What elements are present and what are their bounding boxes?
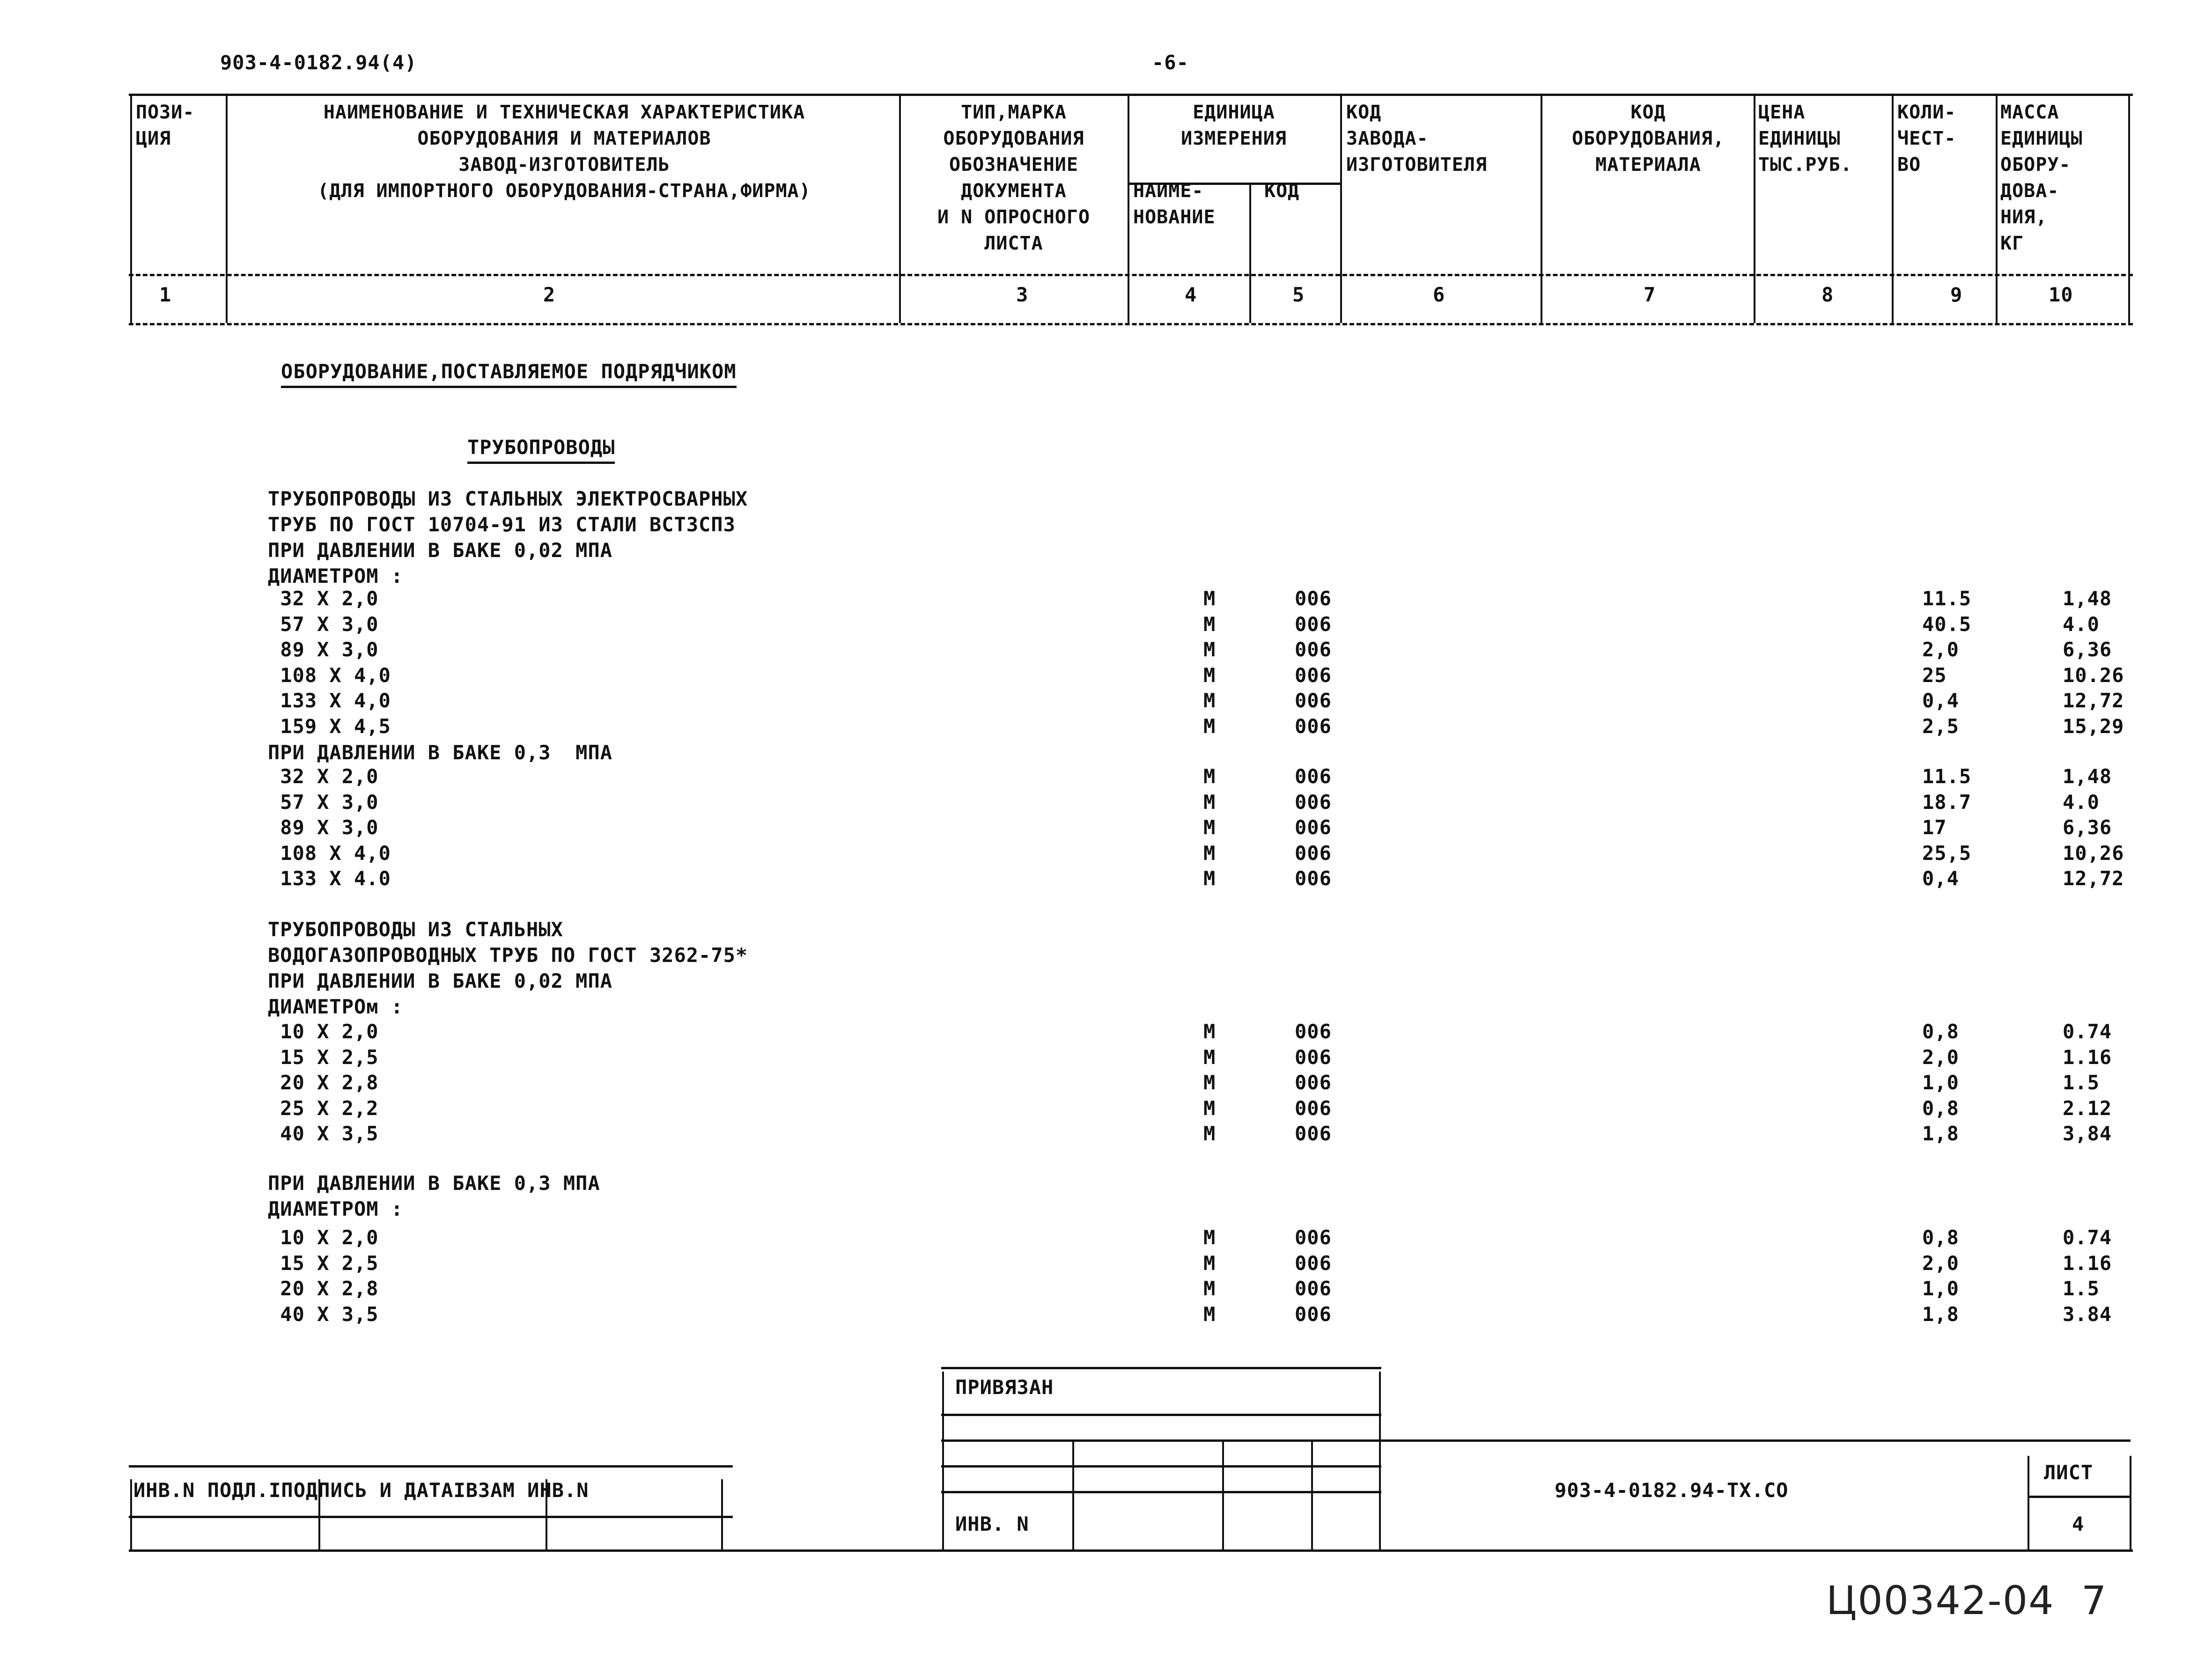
stamp-rule bbox=[941, 1439, 2131, 1442]
quantity: 11.5 bbox=[1922, 765, 1972, 788]
col-divider-4 bbox=[1249, 185, 1251, 323]
stamp-divider bbox=[2028, 1456, 2029, 1549]
col-number-8: 8 bbox=[1821, 283, 1834, 306]
quantity: 0,4 bbox=[1922, 689, 1959, 712]
header-unit: ЕДИНИЦА ИЗМЕРЕНИЯ bbox=[1181, 102, 1287, 149]
unit-mass: 4.0 bbox=[2063, 790, 2100, 814]
sheet-label: ЛИСТ bbox=[2044, 1461, 2094, 1484]
col-divider-6 bbox=[1541, 96, 1542, 323]
quantity: 17 bbox=[1922, 816, 1947, 839]
stamp-rule bbox=[2028, 1496, 2131, 1498]
stamp-divider bbox=[1222, 1439, 1224, 1549]
col-divider-1 bbox=[226, 96, 228, 323]
unit-mass: 0.74 bbox=[2063, 1020, 2112, 1043]
quantity: 0,8 bbox=[1922, 1226, 1959, 1249]
unit-name: М bbox=[1203, 765, 1216, 788]
unit-mass: 15,29 bbox=[2063, 714, 2124, 738]
unit-name: М bbox=[1203, 1096, 1216, 1120]
stamp-rule bbox=[129, 1465, 733, 1468]
unit-mass: 10.26 bbox=[2063, 663, 2124, 687]
unit-name: М bbox=[1203, 1122, 1216, 1145]
section-title: ОБОРУДОВАНИЕ,ПОСТАВЛЯЕМОЕ ПОДРЯДЧИКОМ bbox=[281, 360, 737, 388]
unit-name: М bbox=[1203, 1226, 1216, 1249]
header-position: ПОЗИ- ЦИЯ bbox=[136, 102, 195, 149]
unit-code: 006 bbox=[1295, 1045, 1332, 1069]
pipe-size: 20 X 2,8 bbox=[268, 1277, 379, 1300]
stamp-divider bbox=[1072, 1439, 1074, 1549]
unit-name: М bbox=[1203, 1251, 1216, 1275]
header-unit-name: НАИМЕ- НОВАНИЕ bbox=[1133, 180, 1216, 228]
stamp-rule bbox=[941, 1414, 1381, 1416]
header-price: ЦЕНА ЕДИНИЦЫ ТЫС.РУБ. bbox=[1758, 102, 1852, 176]
quantity: 2,0 bbox=[1922, 1251, 1959, 1275]
unit-name: М bbox=[1203, 638, 1216, 661]
pipe-size: 15 X 2,5 bbox=[268, 1251, 379, 1275]
stamp-divider bbox=[1311, 1439, 1313, 1549]
unit-name: М bbox=[1203, 816, 1216, 839]
header-type: ТИП,МАРКА ОБОРУДОВАНИЯ ОБОЗНАЧЕНИЕ ДОКУМЕНТА И N ОПРОСНОГО ЛИСТА bbox=[937, 102, 1091, 254]
col-number-4: 4 bbox=[1185, 283, 1197, 306]
pipe-size: 20 X 2,8 bbox=[268, 1071, 379, 1094]
inv-labels: ИНВ.N ПОДЛ.IПОДПИСЬ И ДАТАIВЗАМ ИНВ.N bbox=[133, 1479, 589, 1502]
unit-code: 006 bbox=[1295, 816, 1332, 839]
quantity: 0,4 bbox=[1922, 867, 1959, 890]
stamp-divider bbox=[1379, 1372, 1381, 1549]
unit-code: 006 bbox=[1295, 1096, 1332, 1120]
stamp-rule bbox=[941, 1367, 1381, 1369]
col-divider-9 bbox=[1996, 96, 1998, 323]
unit-name: М bbox=[1203, 1045, 1216, 1069]
col-divider-7 bbox=[1754, 96, 1755, 323]
col-number-10: 10 bbox=[2049, 283, 2073, 306]
privyazan-label: ПРИВЯЗАН bbox=[955, 1376, 1054, 1399]
header-material-code: КОД ОБОРУДОВАНИЯ, МАТЕРИАЛА bbox=[1571, 102, 1725, 176]
unit-name: М bbox=[1203, 1071, 1216, 1094]
group-title: ПРИ ДАВЛЕНИИ В БАКЕ 0,3 МПА bbox=[268, 741, 613, 764]
col-divider-5 bbox=[1340, 96, 1342, 323]
col-number-9: 9 bbox=[1950, 283, 1963, 306]
header-unit-code: КОД bbox=[1264, 180, 1300, 202]
header-bottom-rule bbox=[129, 274, 2133, 276]
unit-code: 006 bbox=[1295, 765, 1332, 788]
group-title: ПРИ ДАВЛЕНИИ В БАКЕ 0,3 МПА ДИАМЕТРОМ : bbox=[268, 1172, 600, 1220]
doc-designation: 903-4-0182.94-ТХ.СО bbox=[1555, 1479, 1789, 1502]
unit-name: М bbox=[1203, 867, 1216, 890]
unit-mass: 0.74 bbox=[2063, 1226, 2112, 1249]
col-number-5: 5 bbox=[1292, 283, 1305, 306]
header-plant-code: КОД ЗАВОДА- ИЗГОТОВИТЕЛЯ bbox=[1346, 102, 1487, 176]
col-number-1: 1 bbox=[159, 283, 172, 306]
pipe-size: 57 X 3,0 bbox=[268, 612, 379, 636]
stamp-rule bbox=[941, 1465, 1381, 1468]
pipe-size: 32 X 2,0 bbox=[268, 765, 379, 788]
header-name: НАИМЕНОВАНИЕ И ТЕХНИЧЕСКАЯ ХАРАКТЕРИСТИКА ОБОРУДОВАНИЯ И МАТЕРИАЛОВ ЗАВОД-ИЗГОТОВИТЕЛЬ (ДЛЯ ИМПОРТНОГО ОБОРУДОВАНИЯ-СТРАНА,ФИРМА) bbox=[317, 102, 811, 202]
pipe-size: 108 X 4,0 bbox=[268, 663, 391, 687]
unit-mass: 3,84 bbox=[2063, 1122, 2112, 1145]
unit-mass: 6,36 bbox=[2063, 638, 2112, 661]
unit-code: 006 bbox=[1295, 841, 1332, 865]
col-divider-3 bbox=[1128, 96, 1129, 323]
stamp-rule bbox=[941, 1491, 1381, 1493]
col-number-3: 3 bbox=[1016, 283, 1029, 306]
unit-name: М bbox=[1203, 841, 1216, 865]
quantity: 1,8 bbox=[1922, 1122, 1959, 1145]
header-quantity: КОЛИ- ЧЕСТ- ВО bbox=[1897, 102, 1956, 176]
quantity: 25,5 bbox=[1922, 841, 1972, 865]
unit-code: 006 bbox=[1295, 1226, 1332, 1249]
stamp-rule bbox=[129, 1516, 733, 1518]
inv-number-label: ИНВ. N bbox=[955, 1512, 1029, 1535]
unit-mass: 1,48 bbox=[2063, 765, 2112, 788]
pipe-size: 108 X 4,0 bbox=[268, 841, 391, 865]
unit-mass: 4.0 bbox=[2063, 612, 2100, 636]
unit-mass: 12,72 bbox=[2063, 689, 2124, 712]
unit-mass: 2.12 bbox=[2063, 1096, 2112, 1120]
unit-code: 006 bbox=[1295, 663, 1332, 687]
unit-code: 006 bbox=[1295, 689, 1332, 712]
pipe-size: 32 X 2,0 bbox=[268, 587, 379, 610]
pipe-size: 10 X 2,0 bbox=[268, 1020, 379, 1043]
table-top-rule bbox=[129, 94, 2133, 96]
page-number: -6- bbox=[1152, 51, 1189, 74]
quantity: 0,8 bbox=[1922, 1020, 1959, 1043]
col-number-6: 6 bbox=[1433, 283, 1445, 306]
pipe-size: 57 X 3,0 bbox=[268, 790, 379, 814]
unit-name: М bbox=[1203, 790, 1216, 814]
unit-code: 006 bbox=[1295, 1277, 1332, 1300]
quantity: 2,5 bbox=[1922, 714, 1959, 738]
unit-name: М bbox=[1203, 1020, 1216, 1043]
pipe-size: 40 X 3,5 bbox=[268, 1302, 379, 1326]
stamp-divider bbox=[2130, 1456, 2131, 1549]
stamp-rule bbox=[129, 1549, 2133, 1552]
pipe-size: 159 X 4,5 bbox=[268, 714, 391, 738]
pipe-size: 89 X 3,0 bbox=[268, 638, 379, 661]
unit-name: М bbox=[1203, 1302, 1216, 1326]
group-title: ТРУБОПРОВОДЫ ИЗ СТАЛЬНЫХ ЭЛЕКТРОСВАРНЫХ ТРУБ ПО ГОСТ 10704-91 ИЗ СТАЛИ ВСТ3СП3 ПРИ ДАВЛЕНИИ В БАКЕ 0,02 МПА ДИАМЕТРОМ : bbox=[268, 487, 748, 587]
stamp-divider bbox=[721, 1479, 723, 1549]
unit-code: 006 bbox=[1295, 1020, 1332, 1043]
unit-code: 006 bbox=[1295, 867, 1332, 890]
quantity: 1,8 bbox=[1922, 1302, 1959, 1326]
quantity: 2,0 bbox=[1922, 638, 1959, 661]
unit-code: 006 bbox=[1295, 638, 1332, 661]
col-divider-8 bbox=[1892, 96, 1894, 323]
unit-mass: 1.16 bbox=[2063, 1251, 2112, 1275]
unit-mass: 3.84 bbox=[2063, 1302, 2112, 1326]
unit-mass: 1.16 bbox=[2063, 1045, 2112, 1069]
unit-code: 006 bbox=[1295, 1122, 1332, 1145]
unit-name: М bbox=[1203, 663, 1216, 687]
unit-code: 006 bbox=[1295, 1251, 1332, 1275]
col-divider-10 bbox=[2128, 96, 2130, 323]
unit-name: М bbox=[1203, 714, 1216, 738]
unit-code: 006 bbox=[1295, 714, 1332, 738]
unit-code: 006 bbox=[1295, 790, 1332, 814]
pipe-size: 15 X 2,5 bbox=[268, 1045, 379, 1069]
unit-code: 006 bbox=[1295, 587, 1332, 610]
unit-mass: 1.5 bbox=[2063, 1071, 2100, 1094]
unit-code: 006 bbox=[1295, 612, 1332, 636]
unit-name: М bbox=[1203, 689, 1216, 712]
group-title: ТРУБОПРОВОДЫ ИЗ СТАЛЬНЫХ ВОДОГАЗОПРОВОДНЫХ ТРУБ ПО ГОСТ 3262-75* ПРИ ДАВЛЕНИИ В БАКЕ 0,02 МПА ДИАМЕТРОм : bbox=[268, 918, 748, 1018]
quantity: 11.5 bbox=[1922, 587, 1972, 610]
quantity: 40.5 bbox=[1922, 612, 1972, 636]
unit-mass: 1,48 bbox=[2063, 587, 2112, 610]
unit-code: 006 bbox=[1295, 1302, 1332, 1326]
unit-mass: 1.5 bbox=[2063, 1277, 2100, 1300]
pipe-size: 133 X 4,0 bbox=[268, 689, 391, 712]
subsection-title: ТРУБОПРОВОДЫ bbox=[467, 436, 615, 464]
unit-name: М bbox=[1203, 1277, 1216, 1300]
handwritten-archive-code: Ц00342-04 7 bbox=[1826, 1578, 2108, 1623]
stamp-divider bbox=[942, 1372, 944, 1549]
unit-code: 006 bbox=[1295, 1071, 1332, 1094]
col-divider-2 bbox=[899, 96, 901, 323]
quantity: 0,8 bbox=[1922, 1096, 1959, 1120]
col-divider-0 bbox=[130, 96, 132, 323]
sheet-number: 4 bbox=[2072, 1512, 2085, 1535]
unit-mass: 12,72 bbox=[2063, 867, 2124, 890]
quantity: 1,0 bbox=[1922, 1277, 1959, 1300]
pipe-size: 40 X 3,5 bbox=[268, 1122, 379, 1145]
pipe-size: 89 X 3,0 bbox=[268, 816, 379, 839]
quantity: 1,0 bbox=[1922, 1071, 1959, 1094]
document-code: 903-4-0182.94(4) bbox=[220, 51, 417, 74]
quantity: 2,0 bbox=[1922, 1045, 1959, 1069]
pipe-size: 25 X 2,2 bbox=[268, 1096, 379, 1120]
quantity: 25 bbox=[1922, 663, 1947, 687]
stamp-divider bbox=[130, 1479, 132, 1549]
number-row-rule bbox=[129, 323, 2133, 325]
pipe-size: 10 X 2,0 bbox=[268, 1226, 379, 1249]
unit-mass: 10,26 bbox=[2063, 841, 2124, 865]
quantity: 18.7 bbox=[1922, 790, 1972, 814]
unit-mass: 6,36 bbox=[2063, 816, 2112, 839]
col-number-2: 2 bbox=[543, 283, 556, 306]
unit-name: М bbox=[1203, 587, 1216, 610]
unit-name: М bbox=[1203, 612, 1216, 636]
pipe-size: 133 X 4.0 bbox=[268, 867, 391, 890]
header-mass: МАССА ЕДИНИЦЫ ОБОРУ- ДОВА- НИЯ, КГ bbox=[2000, 102, 2083, 254]
col-number-7: 7 bbox=[1644, 283, 1656, 306]
